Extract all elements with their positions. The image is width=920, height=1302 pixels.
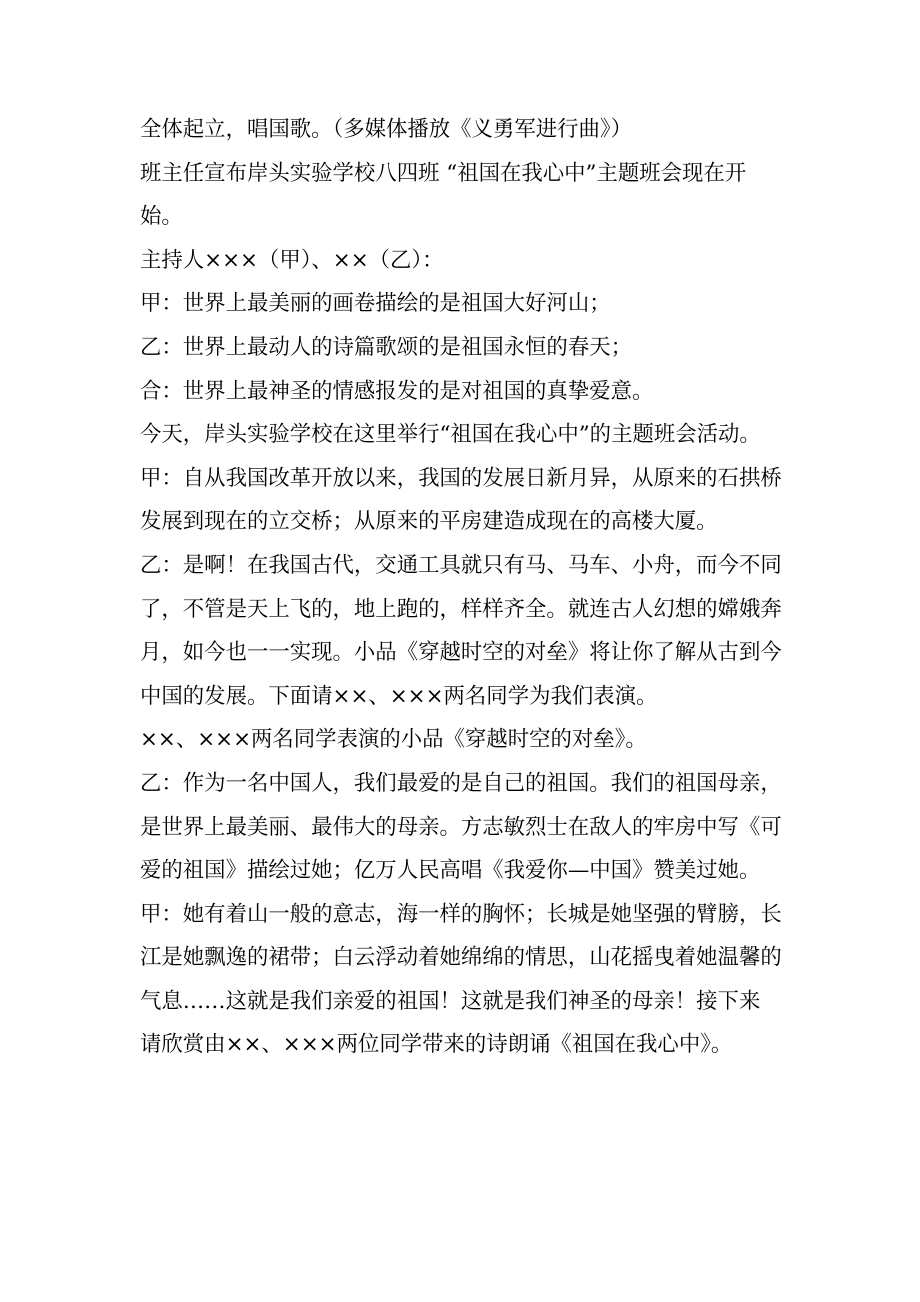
text-line-2: 班主任宣布岸头实验学校八四班 “祖国在我心中”主题班会现在开 [140, 160, 747, 186]
document-page [140, 108, 800, 1067]
text-line-4: 主持人×××（甲）、××（乙）： [140, 247, 444, 273]
text-line-3: 始。 [140, 204, 183, 230]
text-line-22: 请欣赏由××、×××两位同学带来的诗朗诵《祖国在我心中》。 [140, 1032, 733, 1058]
text-line-18: 爱的祖国》描绘过她；亿万人民高唱《我爱你—中国》赞美过她。 [140, 858, 761, 884]
text-line-17: 是世界上最美丽、最伟大的母亲。方志敏烈士在敌人的牢房中写《可 [140, 814, 782, 840]
text-line-5: 甲：世界上最美丽的画卷描绘的是祖国大好河山； [140, 291, 611, 317]
text-line-21: 气息……这就是我们亲爱的祖国！这就是我们神圣的母亲！接下来 [140, 988, 761, 1014]
text-line-10: 发展到现在的立交桥；从原来的平房建造成现在的高楼大厦。 [140, 509, 718, 535]
text-line-13: 月，如今也一一实现。小品《穿越时空的对垒》将让你了解从古到今 [140, 640, 782, 666]
text-line-16: 乙：作为一名中国人，我们最爱的是自己的祖国。我们的祖国母亲， [140, 770, 782, 796]
text-line-8: 今天，岸头实验学校在这里举行“祖国在我心中”的主题班会活动。 [140, 422, 761, 448]
text-line-20: 江是她飘逸的裙带；白云浮动着她绵绵的情思，山花摇曳着她温馨的 [140, 945, 782, 971]
text-line-15: ××、×××两名同学表演的小品《穿越时空的对垒》。 [140, 727, 647, 753]
text-line-7: 合：世界上最神圣的情感报发的是对祖国的真挚爱意。 [140, 378, 654, 404]
text-line-14: 中国的发展。下面请××、×××两名同学为我们表演。 [140, 683, 658, 709]
text-line-12: 了，不管是天上飞的，地上跑的，样样齐全。就连古人幻想的嫦娥奔 [140, 596, 782, 622]
text-line-6: 乙：世界上最动人的诗篇歌颂的是祖国永恒的春天； [140, 334, 632, 360]
text-line-11: 乙：是啊！在我国古代，交通工具就只有马、马车、小舟，而今不同 [140, 552, 782, 578]
text-line-1: 全体起立，唱国歌。（多媒体播放《义勇军进行曲》） [140, 117, 632, 142]
text-line-19: 甲：她有着山一般的意志，海一样的胸怀；长城是她坚强的臂膀，长 [140, 901, 782, 927]
text-line-9: 甲：自从我国改革开放以来，我国的发展日新月异，从原来的石拱桥 [140, 465, 782, 491]
